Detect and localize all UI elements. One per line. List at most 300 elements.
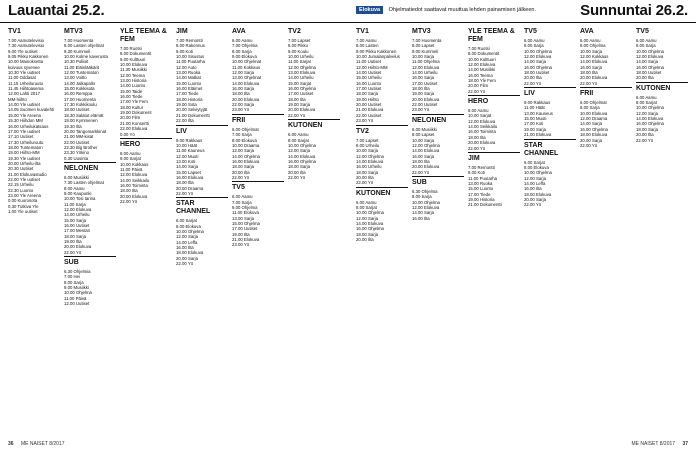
- program-listing: 17.00 Huomenta: [64, 96, 96, 102]
- program-listing: 10.30 Yle uutiset: [8, 70, 40, 76]
- program-listing: 10.00 Ohjelma: [288, 142, 316, 148]
- program-listing: 13.00 Elokuva: [288, 70, 316, 76]
- program-listing: 9.00 Kummeli: [412, 48, 439, 54]
- program-listing: 10.00 Sisustus: [176, 54, 205, 60]
- issue-week: 8/2017: [49, 441, 65, 447]
- program-listing: 9.00 Rakkaus: [524, 100, 551, 106]
- program-listing: 17.30 Kokkikoulu: [64, 102, 97, 108]
- program-listing: 22.00 Yö: [412, 169, 430, 175]
- program-listing: 9.00 Koti: [176, 48, 193, 54]
- program-listing: 21.00 Elokuva: [232, 237, 260, 242]
- program-listing: 11.00 Sarjat: [288, 59, 311, 65]
- program-listing: 8.00 Aamu: [64, 185, 85, 191]
- program-listing: 15.00 Luonto: [468, 186, 494, 192]
- program-listing: 13.00 Historia: [120, 78, 147, 84]
- program-listing: 10.00 Kolme kaverusta: [64, 54, 108, 60]
- page-number: 37: [682, 441, 688, 447]
- channel-header: SUB: [64, 256, 116, 267]
- program-listing: 16.00 Sarja: [232, 86, 254, 92]
- program-listing: 6.00 Aamu: [288, 132, 309, 138]
- channel-header: TV1: [8, 28, 21, 35]
- program-listing: 8.00 Sarjat: [288, 137, 309, 143]
- program-listing: 7.00 Aamu: [356, 38, 377, 43]
- program-listing: 18.00 Yle Fem: [468, 78, 496, 84]
- program-listing: 16.00 Tiede: [120, 94, 143, 100]
- program-listing: 22.00 Yö: [356, 180, 374, 186]
- program-listing: 14.00 Musiikki: [468, 67, 496, 73]
- program-listing: 16.00 Urheilu: [356, 164, 382, 170]
- program-listing: 22.00 Yö: [468, 145, 486, 151]
- program-listing: 20.00 Elokuva: [468, 140, 496, 146]
- program-listing: 9.30 Kummeli: [64, 48, 91, 54]
- channel-header: LIV: [176, 125, 228, 136]
- program-listing: 12.00 Elokuva: [468, 118, 496, 124]
- channel-header: NELONEN: [412, 114, 464, 125]
- program-listing: 12.00 Teema: [120, 72, 145, 78]
- program-listing: 22.00 Elokuva: [120, 126, 148, 132]
- program-listing: 6.00 Aamu: [232, 38, 253, 43]
- program-listing: 7.00 Huomenta: [412, 38, 442, 43]
- program-listing: 14.00 Matkat: [176, 75, 201, 81]
- program-listing: 9.00 Sarjat: [120, 156, 141, 162]
- program-listing: 22.30 Luonto: [8, 187, 34, 193]
- program-listing: 18.00 Elokuva: [524, 191, 552, 197]
- program-listing: 18.00 Ilta: [288, 96, 306, 102]
- program-listing: 20.00 Ilta: [524, 75, 542, 81]
- program-listing: 8.00 Elokuva: [176, 223, 201, 229]
- channel-header: FRII: [232, 114, 284, 125]
- program-listing: 7.00 Huomenta: [64, 38, 94, 43]
- program-listing: 20.00 Elokuva: [64, 244, 92, 250]
- program-listing: 8.00 Elokuva: [232, 137, 257, 143]
- program-listing: 18.00 Sarja: [64, 233, 86, 239]
- program-listing: 8.00 Sarjat: [356, 204, 377, 210]
- program-listing: 0.30 Tutkiva Yle: [8, 203, 39, 209]
- program-listing: 14.00 Sarja: [580, 121, 602, 127]
- program-listing: 10.00 Elokuva: [580, 110, 608, 116]
- program-listing: 10.00 Mainoksetta: [8, 59, 44, 65]
- program-listing: 15.00 Sarja: [64, 217, 86, 223]
- program-listing: 6.00 Musiikki: [412, 126, 437, 132]
- program-listing: 6.00 Aamu: [524, 38, 545, 43]
- program-listing: 14.00 Sarja: [412, 210, 434, 216]
- program-listing: 17.10 Uutiset: [8, 134, 34, 140]
- program-listing: 14.00 Uutiset: [356, 70, 382, 76]
- program-listing: 23.00 Yö: [412, 107, 430, 113]
- program-listing: 12.00 Elokuva: [524, 54, 552, 60]
- program-listing: 11.00 Ohjelma: [412, 59, 440, 65]
- program-listing: 18.00 Ilta: [412, 158, 430, 164]
- program-listing: 9.00 Kulttuuri: [120, 56, 146, 62]
- program-listing: 19.00 Ilta: [232, 231, 250, 237]
- program-listing: 7.00 Sarja: [232, 132, 252, 138]
- program-listing: 17.00 Uutiset: [412, 80, 438, 86]
- program-listing: 15.00 Lapset: [176, 169, 201, 175]
- program-listing: 7.00 Ruotsi: [468, 46, 490, 51]
- program-listing: 15.00 Luonto: [176, 80, 202, 86]
- program-listing: 0.00 Kuorosota: [8, 198, 38, 204]
- program-listing: 17.00 Yle Fem: [120, 99, 148, 105]
- program-listing: 9.00 Musiikki: [64, 285, 89, 291]
- schedule-column: [176, 27, 228, 435]
- program-listing: 18.00 Ilta: [120, 188, 138, 194]
- right-schedule-columns: [356, 27, 688, 435]
- program-listing: 11.00 Eläinlääkärit: [64, 64, 100, 70]
- program-listing: 16.00 Ilta: [176, 245, 194, 250]
- program-listing: 18.00 Sarja: [356, 91, 378, 97]
- program-listing: 13.00 Ruoka: [176, 70, 201, 76]
- left-footer: [8, 441, 340, 447]
- program-listing: 8.00 Elokuva: [524, 164, 549, 170]
- program-listing: 11.00 Sarja: [64, 201, 86, 207]
- program-listing: 22.00 Yö: [288, 112, 306, 118]
- section-tag-text: Ohjelmatiedot saattavat muuttua lehden painamisen jälkeen.: [388, 7, 536, 13]
- program-listing: 16.00 Ohjelma: [288, 158, 316, 164]
- program-listing: 18.00 Sarja: [232, 164, 254, 170]
- day-title-sunday: Sunnuntai 26.2.: [580, 2, 688, 19]
- program-listing: 20.00 Urheilu-ilta: [8, 160, 41, 166]
- day-title-saturday: Lauantai 25.2.: [8, 2, 105, 19]
- channel-header: LIV: [524, 87, 576, 98]
- program-listing: 14.00 Leffa: [524, 180, 546, 186]
- program-listing: 20.00 Elokuva: [412, 164, 440, 170]
- program-listing: 16.00 Teema: [468, 72, 493, 78]
- program-listing: 19.00 Historia: [468, 196, 495, 202]
- program-listing: 22.00 Uutiset: [412, 102, 438, 108]
- program-listing: 12.00 Elokuva: [64, 206, 92, 212]
- program-listing: 12.00 Ohjelma: [356, 153, 384, 159]
- program-listing: 14.00 Elokuva: [356, 158, 384, 164]
- program-listing: 8.00 Sarja: [524, 43, 544, 49]
- program-listing: 12.00 Kokkaus: [580, 54, 609, 60]
- program-listing: 18.00 Uutiset: [64, 107, 90, 113]
- program-listing: 22.00 Yö: [64, 249, 82, 255]
- program-listing: 19.00 Sarja: [288, 102, 310, 108]
- program-listing: 6.00 Sarjat: [176, 218, 197, 224]
- channel-header: AVA: [232, 28, 246, 35]
- program-listing: 0.30 Uusinta: [64, 155, 89, 161]
- program-listing: 20.00 Ilta: [356, 174, 374, 180]
- program-listing: 11.00 Häät: [524, 105, 545, 111]
- program-listing: 12.00 Sarja: [288, 148, 310, 154]
- program-listing: 10.00 Sarja: [412, 137, 434, 143]
- program-listing: 20.00 Ilta: [232, 169, 250, 175]
- program-listing: 7.00 Remontti: [176, 38, 203, 43]
- program-listing: 16.00 Toiminta: [468, 129, 496, 135]
- program-listing: 8.00 Sarja: [64, 279, 84, 285]
- program-listing: 14.00 Leffa: [176, 239, 198, 245]
- magazine-name: ME NAISET: [631, 441, 659, 447]
- program-listing: 7.00 Ruotsi: [120, 46, 142, 51]
- program-listing: 19.30 Yle uutiset: [8, 155, 40, 161]
- program-listing: 10.00 Häät: [176, 142, 198, 148]
- program-listing: 13.00 Voitto: [64, 75, 87, 81]
- program-listing: 22.00 Yö: [580, 80, 598, 86]
- program-listing: 13.00 Kauneus: [524, 110, 553, 116]
- program-listing: 10.00 Urheilu: [288, 54, 314, 60]
- channel-header: TV5: [524, 28, 537, 35]
- schedule-column: [356, 27, 408, 435]
- program-listing: 16.00 Elokuva: [176, 174, 204, 180]
- program-listing: 11.00 Kauneus: [176, 148, 205, 154]
- channel-header: AVA: [580, 28, 594, 35]
- program-listing: MM-hiihto: [8, 96, 27, 102]
- schedule-column: [120, 27, 172, 435]
- program-listing: 18.00 Ilta: [176, 180, 194, 186]
- program-listing: 9.00 Rakkaus: [176, 137, 203, 143]
- schedule-column: [636, 27, 688, 435]
- program-listing: 17.00 Koti: [524, 121, 544, 127]
- program-listing: 23.00 Yö: [232, 242, 250, 248]
- program-listing: 14.00 Jalkapallo: [64, 80, 96, 86]
- program-listing: 12.00 Sarja: [232, 148, 254, 154]
- program-listing: 8.00 Lapset: [412, 132, 435, 138]
- program-listing: 16.00 Ohjelma: [356, 226, 384, 232]
- program-listing: 8.00 Lasten ohjelmat: [64, 43, 104, 49]
- left-header: [0, 0, 348, 23]
- program-listing: 11.15 Urheiluruutu: [8, 80, 44, 86]
- program-listing: 11.30 Musiikki: [120, 67, 147, 73]
- program-listing: 22.00 Yö: [176, 190, 194, 196]
- program-listing: 22.15 Urheilu: [8, 182, 34, 188]
- program-listing: 12.00 Sarja: [232, 70, 254, 76]
- program-listing: 6.00 Aamu: [356, 199, 377, 205]
- program-listing: 20.00 Tangomarkkinat: [64, 128, 107, 134]
- program-listing: 10.00 Sarja: [356, 148, 378, 154]
- channel-header: TV2: [288, 28, 301, 35]
- program-listing: 20.00 Uutiset: [356, 102, 382, 108]
- program-listing: 10.00 Kulttuuri: [468, 56, 496, 62]
- program-listing: 21.00 Dokumentti: [468, 202, 502, 208]
- program-listing: 21.00 MM-kisat: [64, 134, 94, 140]
- program-listing: 14.00 Seikkailu: [468, 124, 498, 130]
- program-listing: 18.00 Elokuva: [176, 250, 204, 256]
- program-listing: 11.00 Elokuva: [232, 210, 259, 216]
- channel-header: HERO: [120, 138, 172, 149]
- program-listing: 10.00 Ohjelma: [524, 48, 552, 54]
- program-listing: 22.00 Yö: [232, 174, 250, 180]
- schedule-column: [64, 27, 116, 435]
- program-listing: 14.00 Urheilu: [288, 75, 314, 81]
- program-listing: 11.00 Päivä: [120, 166, 143, 172]
- program-listing: 14.00 Elokuva: [636, 116, 664, 122]
- program-listing: 16.00 Toiminta: [120, 182, 148, 188]
- program-listing: 8.00 Urheilu: [356, 142, 380, 148]
- program-listing: 23.00 Yö: [356, 118, 374, 124]
- program-listing: 12.00 Elokuva: [468, 62, 496, 68]
- program-listing: 10.00 Sarja: [412, 54, 434, 60]
- program-listing: 17.00 Mestari: [64, 228, 91, 234]
- program-listing: 10.00 Elokuva: [120, 62, 148, 68]
- program-listing: 16.00 Uutiset: [64, 223, 90, 228]
- program-listing: 23.30 Yökino: [64, 150, 90, 156]
- program-listing: 20.00 Film: [468, 83, 489, 89]
- channel-header: KUTONEN: [356, 187, 408, 198]
- program-listing: 18.00 Uutiset: [524, 70, 550, 76]
- channel-header: STAR CHANNEL: [524, 139, 576, 158]
- program-listing: 16.00 Ilta: [524, 186, 542, 192]
- program-listing: 9.00 Koti: [468, 170, 485, 176]
- page-number: 36: [8, 441, 14, 447]
- schedule-column: [580, 27, 632, 435]
- program-listing: 22.00 Yö: [176, 261, 194, 267]
- program-listing: 19.00 Sota: [176, 102, 197, 108]
- program-listing: 6.00 Aamu: [580, 38, 601, 43]
- schedule-column: [232, 27, 284, 435]
- program-listing: 9.00 Ohjelma: [232, 204, 258, 210]
- program-listing: 18.00 Sarja: [636, 126, 658, 132]
- program-listing: 19.00 Hiihto: [356, 96, 379, 102]
- program-listing: 22.00 Yö: [580, 142, 598, 148]
- program-listing: 23.00 Yle Areena: [8, 192, 41, 198]
- program-listing: 12.00 Elokuva: [412, 64, 440, 70]
- program-listing: 6.00 Aamu: [232, 194, 253, 200]
- program-listing: 8.00 Dokumentit: [468, 51, 500, 57]
- program-listing: 8.00 Ohjelma: [580, 43, 606, 49]
- program-listing: 18.00 Uutiset: [636, 70, 662, 76]
- right-header: [348, 0, 696, 23]
- program-listing: 12.00 Uutiset: [64, 301, 90, 307]
- channel-header: SUB: [412, 176, 464, 187]
- program-listing: 12.00 Elokuva: [120, 172, 148, 178]
- program-listing: 14.00 Luonto: [120, 83, 146, 89]
- program-listing: 22.00 Yö: [524, 202, 542, 208]
- program-listing: 18.00 Ilta: [580, 70, 598, 76]
- program-listing: 20.00 Elokuva: [412, 96, 440, 102]
- channel-header: TV5: [232, 181, 284, 192]
- program-listing: 12.00 Tuntematon: [64, 70, 99, 76]
- program-listing: 20.00 Elokuva: [288, 107, 316, 113]
- program-listing: 15.00 Taide: [120, 88, 143, 94]
- program-listing: 20.00 Ilta: [288, 169, 306, 175]
- program-listing: 10.00 Ohjelma: [176, 228, 204, 234]
- channel-header: YLE TEEMA & FEM: [468, 28, 515, 43]
- program-listing: 14.00 Sarja: [524, 59, 546, 65]
- program-listing: 10.00 Ohjelma: [636, 48, 664, 54]
- program-listing: 14.00 Urheilu: [412, 70, 438, 76]
- program-listing: 13.00 Sarja: [232, 215, 254, 221]
- program-listing: 15.00 Muoti: [524, 116, 547, 122]
- program-listing: 10.00 Sarjat: [468, 113, 492, 119]
- program-listing: 9.00 Yle uutiset: [8, 48, 38, 54]
- schedule-column: [468, 27, 520, 435]
- program-listing: 9.00 Pikku Kakkonen: [356, 48, 397, 54]
- schedule-column: [8, 27, 60, 435]
- program-listing: 8.00 Sarja: [580, 105, 600, 111]
- program-listing: 14.00 Seikkailu: [120, 177, 150, 183]
- program-listing: 10.00 Ohjelma: [64, 290, 92, 296]
- program-listing: 7.00 Remontti: [468, 164, 495, 170]
- program-listing: 12.00 Auto: [176, 64, 197, 70]
- program-listing: 20.00 Elokuva: [120, 193, 148, 199]
- program-listing: 19.00 Hiihto-MM: [8, 150, 40, 156]
- program-listing: 19.00 Dokument: [120, 110, 152, 116]
- program-listing: 17.00 Uutiset: [288, 91, 314, 97]
- program-listing: 22.00 Ilta: [176, 118, 194, 124]
- program-listing: 10.00 Ohjelma: [636, 105, 664, 111]
- program-listing: 16.00 Ohjelma: [524, 64, 552, 70]
- program-listing: 12.00 Ohjelma: [412, 142, 440, 148]
- program-listing: 1.00 Yle uutiset: [8, 209, 38, 214]
- program-listing: 12.00 Sarja: [636, 110, 658, 116]
- channel-header: JIM: [176, 28, 188, 35]
- program-listing: 22.00 Yö: [636, 137, 654, 143]
- program-listing: 14.00 Elokuva: [356, 220, 384, 226]
- channel-header: TV1: [356, 28, 369, 35]
- program-listing: 12.00 Lahti 2017: [8, 91, 41, 97]
- program-listing: 11.00 Puutarha: [468, 175, 498, 181]
- program-listing: 20.00 Ilta: [636, 75, 654, 81]
- section-tag: [356, 7, 536, 13]
- program-listing: 16.00 Sarja: [412, 75, 434, 81]
- program-listing: 18.00 Elokuva: [580, 132, 608, 138]
- program-listing: 8.00 Pikku: [288, 43, 309, 49]
- program-listing: 13.00 Ohjelmat: [232, 75, 262, 81]
- magazine-name: ME NAISET: [20, 441, 48, 447]
- program-listing: 7.30 Lasten ohjelmat: [64, 180, 104, 186]
- channel-header: KUTONEN: [288, 119, 340, 130]
- program-listing: 15.00 Yle Areena: [8, 112, 41, 118]
- channel-header: TV5: [636, 28, 649, 35]
- program-listing: 16.00 Eläimet: [176, 86, 203, 92]
- right-page: [348, 0, 696, 449]
- program-listing: 16.00 Ohjelma: [580, 126, 608, 132]
- program-listing: 12.00 Hiihto-MM: [356, 64, 388, 70]
- program-listing: 8.00 Sarja: [636, 43, 656, 49]
- program-listing: 18.30 Salatut elämät: [64, 112, 104, 118]
- program-listing: 11.00 Puutarha: [176, 59, 206, 65]
- program-listing: 17.00 Tiede: [468, 191, 491, 197]
- program-listing: 10.00 Ohjelmat: [232, 59, 262, 65]
- program-listing: 10.00 Ohjelma: [356, 210, 384, 216]
- program-listing: 21.00 Elokuvastudio: [8, 171, 47, 177]
- program-listing: 6.00 Sarjat: [524, 159, 545, 165]
- program-listing: 12.00 Draama: [580, 116, 608, 122]
- program-listing: 20.00 Sarja: [524, 196, 546, 202]
- program-listing: 10.00 Sarja: [580, 48, 602, 54]
- program-listing: 14.00 Yle uutiset: [8, 102, 40, 108]
- program-listing: 17.00 Uutiset: [232, 226, 258, 232]
- program-listing: 8.00 Aamu: [468, 108, 489, 114]
- program-listing: 8.00 Dokumentit: [120, 51, 152, 57]
- program-listing: 12.00 Elokuva: [636, 54, 664, 60]
- program-listing: 6.00 Ohjelmat: [580, 100, 607, 106]
- program-listing: 16.00 Ohjelma: [636, 64, 664, 70]
- program-listing: 16.00 Ohjelma: [636, 121, 664, 127]
- program-listing: 22.00 Uutiset: [356, 112, 382, 118]
- program-listing: 7.30 Aamutelevisio: [8, 43, 45, 49]
- program-listing: 14.00 Ohjelma: [232, 153, 260, 159]
- program-listing: 9.00 Elokuva: [232, 54, 257, 60]
- program-listing: 6.00 Aamu: [636, 94, 657, 100]
- program-listing: 14.00 Elokuva: [412, 148, 440, 154]
- program-listing: 20.00 Selviytyjät: [176, 107, 208, 113]
- issue-week: 8/2017: [659, 441, 676, 447]
- program-listing: 9.00 Koulu: [288, 48, 309, 54]
- program-listing: 14.00 Sarja: [636, 59, 658, 65]
- program-listing: 15.30 Hiihdon MM: [8, 118, 43, 124]
- program-listing: 8.00 Aamu: [120, 150, 141, 156]
- program-listing: 12.00 Sarja: [356, 215, 378, 221]
- program-listing: 20.00 Elokuva: [232, 96, 260, 102]
- program-listing: 22.00 Sarja: [232, 102, 254, 108]
- program-listing: 14.00 Urheilu: [64, 212, 90, 218]
- channel-header: MTV3: [412, 28, 431, 35]
- program-listing: 18.00 Ilta: [468, 134, 486, 140]
- program-listing: 22.00 Yö: [468, 88, 486, 94]
- program-listing: 7.00 Hei: [64, 274, 81, 280]
- program-listing: 21.00 Konsertti: [120, 120, 149, 126]
